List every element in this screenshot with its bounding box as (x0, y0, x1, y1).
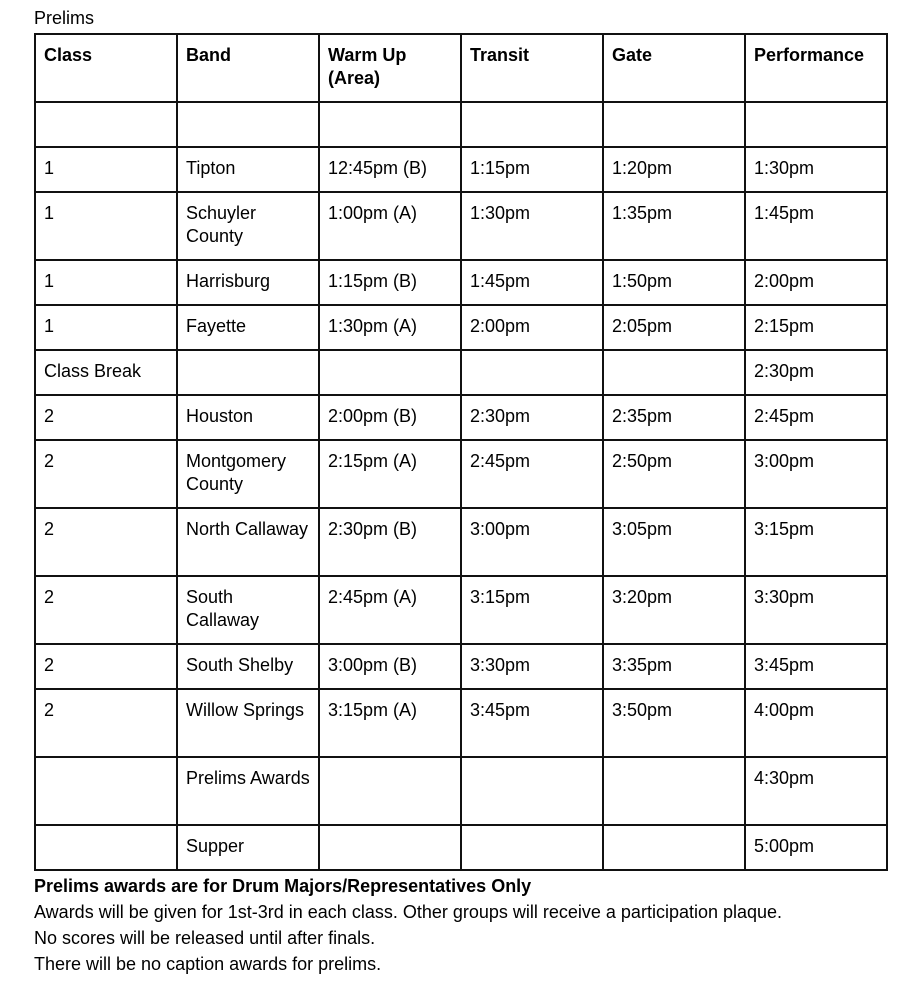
cell-class: 2 (35, 395, 177, 440)
cell-band: Montgomery County (177, 440, 319, 508)
cell-gate: 3:35pm (603, 644, 745, 689)
header-transit: Transit (461, 34, 603, 102)
cell-warmup: 1:30pm (A) (319, 305, 461, 350)
cell-transit: 3:45pm (461, 689, 603, 757)
table-row (35, 508, 887, 576)
cell-class (35, 825, 177, 870)
cell-band: North Callaway (177, 508, 319, 576)
table-row (35, 192, 887, 260)
cell-gate: 2:05pm (603, 305, 745, 350)
cell-performance (745, 102, 887, 147)
cell-band (177, 350, 319, 395)
cell-warmup: 3:15pm (A) (319, 689, 461, 757)
cell-band: Supper (177, 825, 319, 870)
cell-warmup: 2:45pm (A) (319, 576, 461, 644)
cell-performance: 1:30pm (745, 147, 887, 192)
cell-transit: 3:15pm (461, 576, 603, 644)
note-line: There will be no caption awards for prelims. (34, 954, 382, 974)
header-performance: Performance (745, 34, 887, 102)
cell-band: Prelims Awards (177, 757, 319, 825)
cell-transit: 2:45pm (461, 440, 603, 508)
cell-class: 2 (35, 689, 177, 757)
table-row (35, 260, 887, 305)
cell-class-break: Class Break (35, 350, 177, 395)
cell-gate: 3:05pm (603, 508, 745, 576)
cell-band: Fayette (177, 305, 319, 350)
cell-gate: 2:35pm (603, 395, 745, 440)
cell-class: 1 (35, 192, 177, 260)
header-warmup-line1: Warm Up (328, 45, 407, 65)
cell-performance: 2:00pm (745, 260, 887, 305)
cell-performance: 2:15pm (745, 305, 887, 350)
cell-gate: 1:35pm (603, 192, 745, 260)
table-row (35, 576, 887, 644)
cell-gate (603, 350, 745, 395)
cell-transit: 2:30pm (461, 395, 603, 440)
cell-warmup: 2:15pm (A) (319, 440, 461, 508)
cell-gate: 2:50pm (603, 440, 745, 508)
cell-gate (603, 102, 745, 147)
cell-transit: 1:45pm (461, 260, 603, 305)
cell-warmup: 3:00pm (B) (319, 644, 461, 689)
cell-warmup: 2:30pm (B) (319, 508, 461, 576)
cell-performance: 3:15pm (745, 508, 887, 576)
cell-warmup (319, 825, 461, 870)
cell-warmup (319, 350, 461, 395)
cell-warmup: 12:45pm (B) (319, 147, 461, 192)
cell-gate: 1:20pm (603, 147, 745, 192)
table-row-blank (35, 102, 887, 147)
cell-gate: 3:20pm (603, 576, 745, 644)
cell-performance: 4:30pm (745, 757, 887, 825)
cell-transit: 3:30pm (461, 644, 603, 689)
cell-transit (461, 757, 603, 825)
cell-class: 2 (35, 440, 177, 508)
prelims-schedule-table (34, 33, 888, 871)
page-title: Prelims (34, 8, 95, 28)
table-row-awards (35, 757, 887, 825)
cell-warmup: 1:00pm (A) (319, 192, 461, 260)
notes-section (34, 873, 782, 977)
table-row (35, 440, 887, 508)
cell-transit: 3:00pm (461, 508, 603, 576)
cell-class (35, 757, 177, 825)
header-warmup-line2: (Area) (328, 68, 381, 88)
cell-band: Schuyler County (177, 192, 319, 260)
cell-gate (603, 825, 745, 870)
table-row-supper (35, 825, 887, 870)
cell-class (35, 102, 177, 147)
cell-gate: 1:50pm (603, 260, 745, 305)
header-band: Band (177, 34, 319, 102)
cell-performance: 2:45pm (745, 395, 887, 440)
cell-warmup (319, 102, 461, 147)
cell-transit: 2:00pm (461, 305, 603, 350)
cell-performance: 4:00pm (745, 689, 887, 757)
table-row (35, 395, 887, 440)
cell-transit (461, 825, 603, 870)
cell-transit (461, 350, 603, 395)
cell-warmup: 2:00pm (B) (319, 395, 461, 440)
note-line: Awards will be given for 1st-3rd in each class. Other groups will receive a participation plaque. (34, 902, 783, 922)
table-row (35, 689, 887, 757)
cell-band: Willow Springs (177, 689, 319, 757)
cell-class: 2 (35, 644, 177, 689)
cell-band: Harrisburg (177, 260, 319, 305)
cell-class: 1 (35, 305, 177, 350)
cell-band: South Callaway (177, 576, 319, 644)
header-class: Class (35, 34, 177, 102)
cell-performance: 3:00pm (745, 440, 887, 508)
cell-performance: 5:00pm (745, 825, 887, 870)
cell-transit: 1:15pm (461, 147, 603, 192)
cell-gate (603, 757, 745, 825)
cell-transit (461, 102, 603, 147)
cell-class: 1 (35, 260, 177, 305)
cell-class: 2 (35, 508, 177, 576)
header-warmup (319, 34, 461, 102)
cell-performance: 1:45pm (745, 192, 887, 260)
cell-band: South Shelby (177, 644, 319, 689)
cell-band: Tipton (177, 147, 319, 192)
cell-performance: 2:30pm (745, 350, 887, 395)
table-row (35, 644, 887, 689)
cell-class: 1 (35, 147, 177, 192)
cell-performance: 3:45pm (745, 644, 887, 689)
cell-warmup: 1:15pm (B) (319, 260, 461, 305)
table-row (35, 305, 887, 350)
table-row-class-break (35, 350, 887, 395)
cell-gate: 3:50pm (603, 689, 745, 757)
table-header-row (35, 34, 887, 102)
table-row (35, 147, 887, 192)
cell-warmup (319, 757, 461, 825)
cell-band (177, 102, 319, 147)
cell-band: Houston (177, 395, 319, 440)
cell-class: 2 (35, 576, 177, 644)
note-line: No scores will be released until after finals. (34, 928, 376, 948)
cell-performance: 3:30pm (745, 576, 887, 644)
header-gate: Gate (603, 34, 745, 102)
notes-heading: Prelims awards are for Drum Majors/Representatives Only (34, 876, 532, 896)
cell-transit: 1:30pm (461, 192, 603, 260)
